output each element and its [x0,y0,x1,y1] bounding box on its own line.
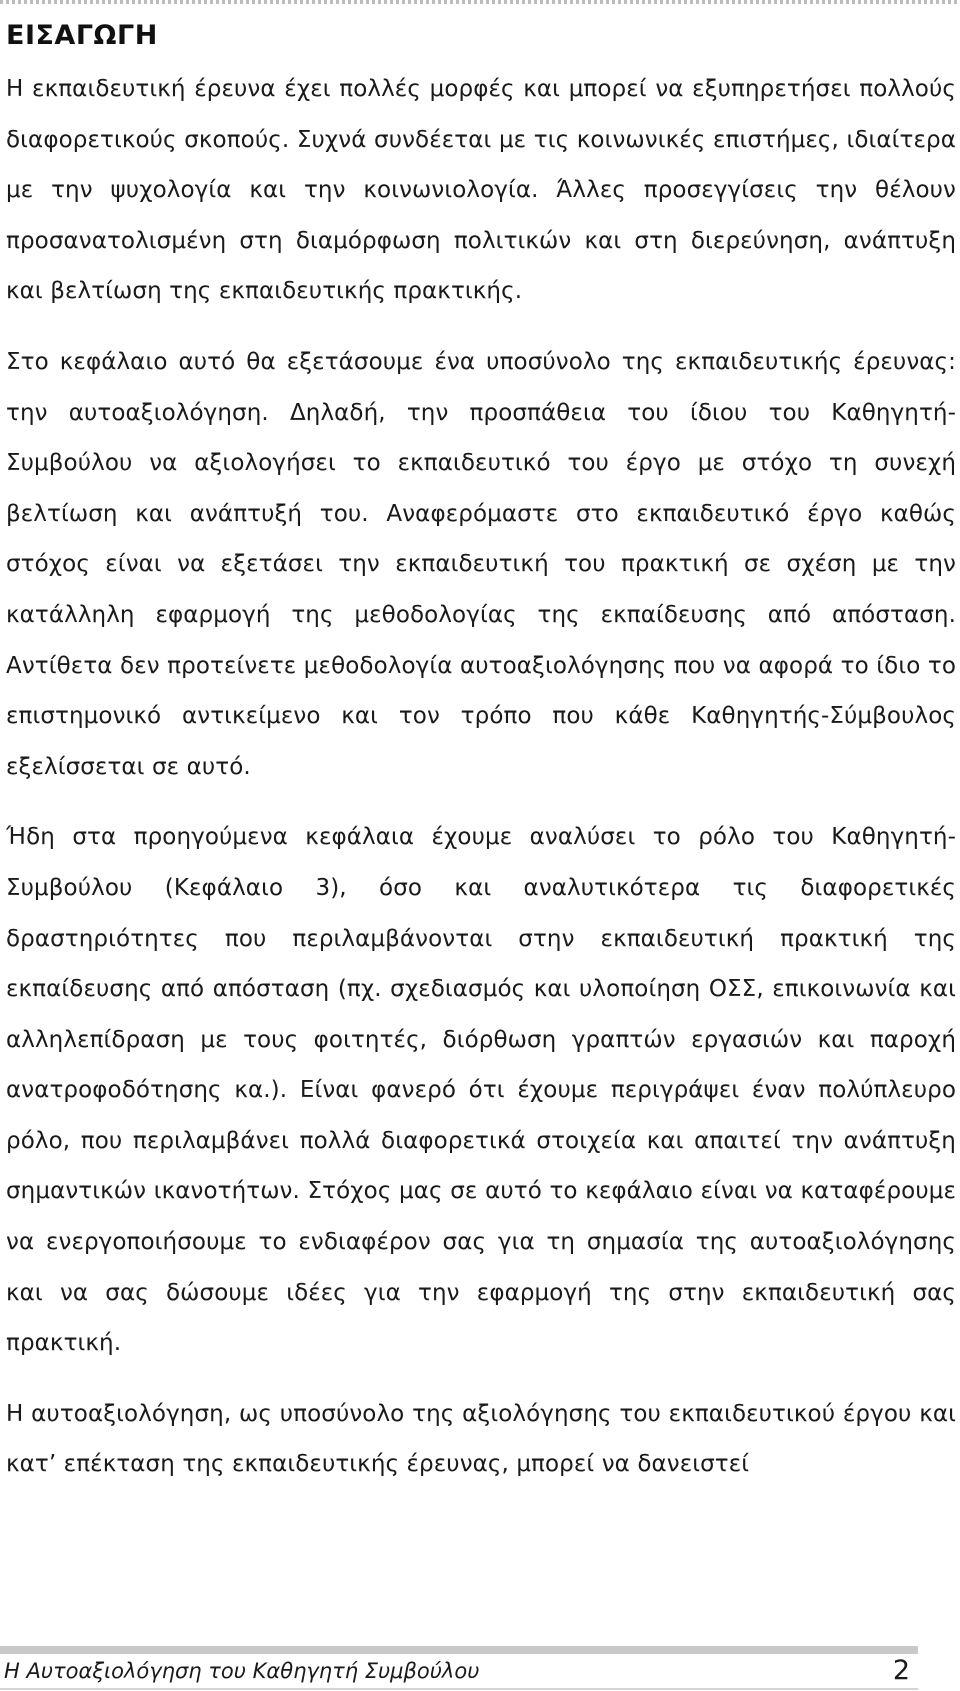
paragraph-1: Η εκπαιδευτική έρευνα έχει πολλές μορφές και μπορεί να εξυπηρετήσει πολλούς διαφορετικούς σκοπούς. Συχνά συνδέεται με τις κοινωνικές επιστήμες, ιδιαίτερα με την ψυχολογία και την κοινωνιολογία. Άλλες προσεγγίσεις την θέλουν προσανατολισμένη στη διαμόρφωση πολιτικών και στη διερεύνηση, ανάπτυξη και βελτίωση της εκπαιδευτικής πρακτικής. [6,76,956,305]
page-number: 2 [892,1655,910,1686]
top-dotted-rule [0,0,960,4]
footer-band [0,1646,918,1654]
document-page [6,14,956,1510]
paragraph-3: Ήδη στα προηγούμενα κεφάλαια έχουμε αναλύσει το ρόλο του Καθηγητή-Συμβούλου (Κεφάλαιο 3), όσο και αναλυτικότερα τις διαφορετικές δραστηριότητες που περιλαμβάνονται στην εκπαιδευτική πρακτική της εκπαίδευσης από απόσταση (πχ. σχεδιασμός και υλοποίηση ΟΣΣ, επικοινωνία και αλληλεπίδραση με τους φοιτητές, διόρθωση γραπτών εργασιών και παροχή ανατροφοδότησης κα.). Είναι φανερό ότι έχουμε περιγράψει έναν πολύπλευρο ρόλο, που περιλαμβάνει πολλά διαφορετικά στοιχεία και απαιτεί την ανάπτυξη σημαντικών ικανοτήτων. Στόχος μας σε αυτό το κεφάλαιο είναι να καταφέρουμε να ενεργοποιήσουμε το ενδιαφέρον σας για τη σημασία της αυτοαξιολόγησης και να σας δώσουμε ιδέες για την εφαρμογή της στην εκπαιδευτική σας πρακτική. [6,824,956,1357]
page-footer [0,1638,960,1691]
paragraph-4: Η αυτοαξιολόγηση, ως υποσύνολο της αξιολόγησης του εκπαιδευτικού έργου και κατ’ επέκταση της εκπαιδευτικής έρευνας, μπορεί να δανειστεί [6,1400,956,1478]
footer-title: Η Αυτοαξιολόγηση του Καθηγητή Συμβούλου [4,1659,480,1683]
section-heading: ΕΙΣΑΓΩΓΗ [6,20,158,51]
footer-bottom-rule [0,1688,918,1690]
paragraph-2: Στο κεφάλαιο αυτό θα εξετάσουμε ένα υποσύνολο της εκπαιδευτικής έρευνας: την αυτοαξιολόγηση. Δηλαδή, την προσπάθεια του ίδιου του Καθηγητή-Συμβούλου να αξιολογήσει το εκπαιδευτικό του έργο με στόχο τη συνεχή βελτίωση και ανάπτυξή του. Αναφερόμαστε στο εκπαιδευτικό έργο καθώς στόχος είναι να εξετάσει την εκπαιδευτική του πρακτική σε σχέση με την κατάλληλη εφαρμογή της μεθοδολογίας της εκπαίδευσης από απόσταση. Αντίθετα δεν προτείνετε μεθοδολογία αυτοαξιολόγησης που να αφορά το ίδιο το επιστημονικό αντικείμενο και τον τρόπο που κάθε Καθηγητής-Σύμβουλος εξελίσσεται σε αυτό. [6,348,956,780]
